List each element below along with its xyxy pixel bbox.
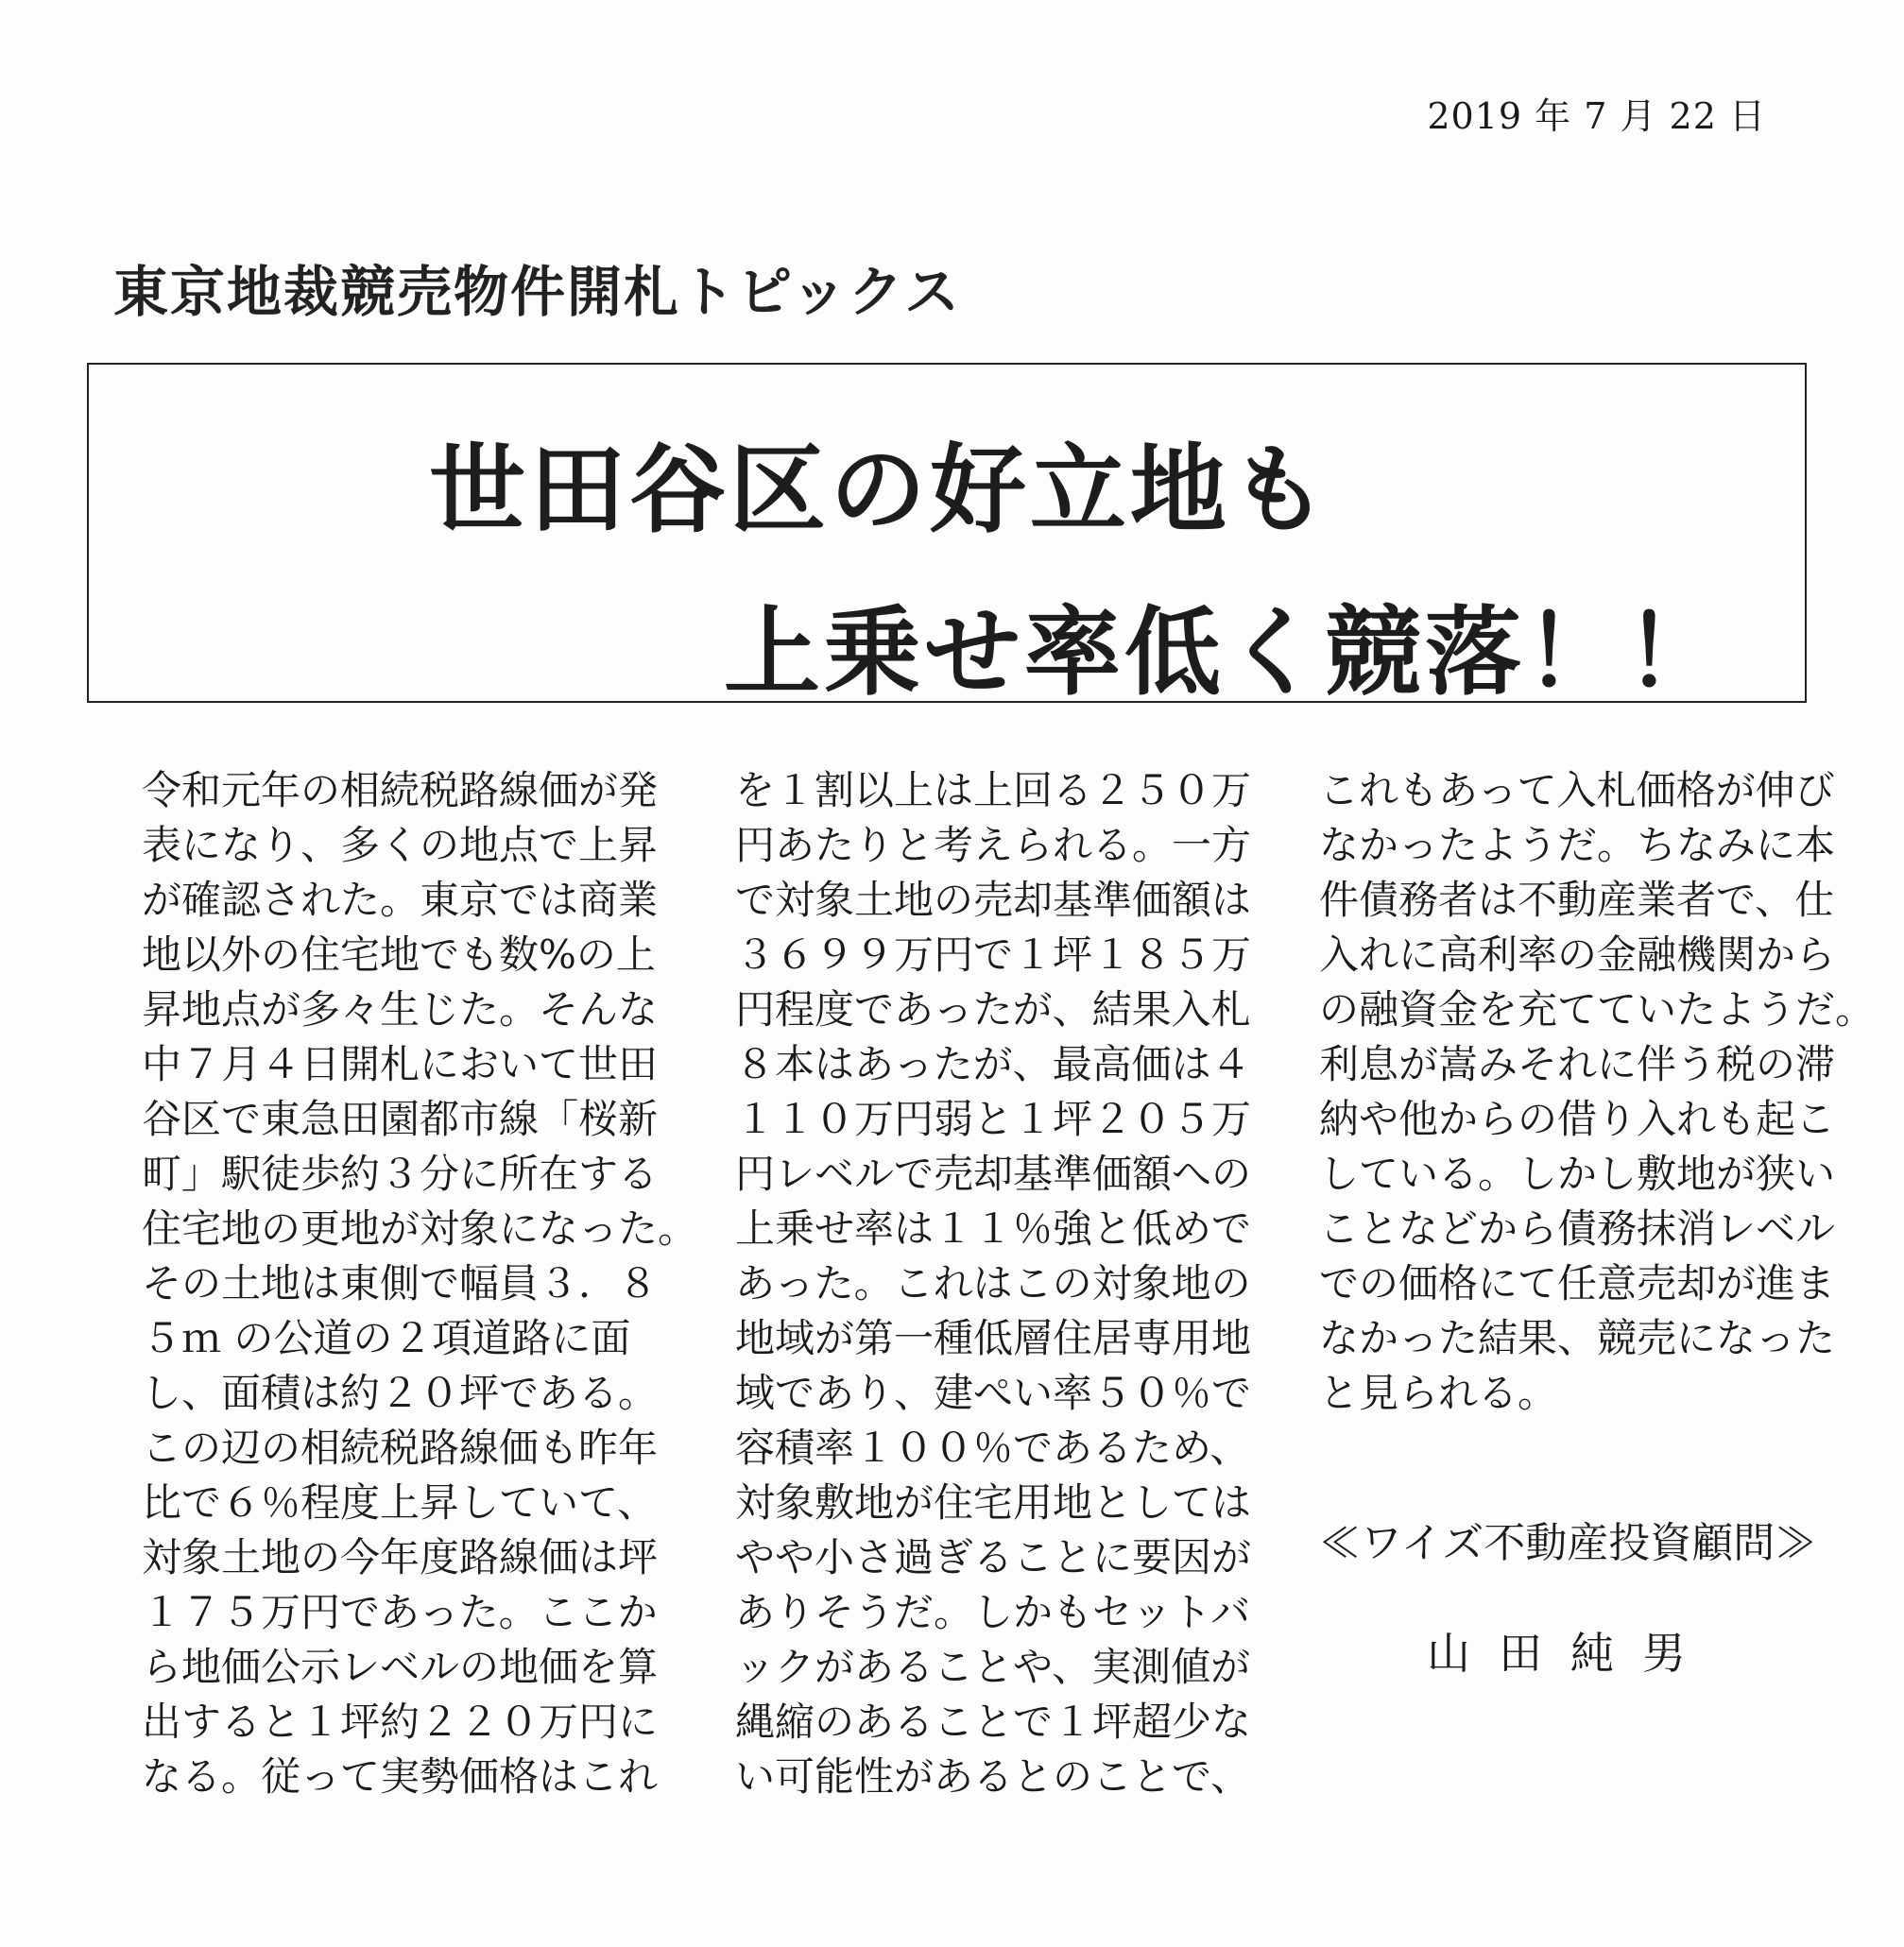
- section-title: 東京地裁競売物件開札トピックス: [113, 260, 962, 324]
- article-text-line: 表になり、多くの地点で上昇: [142, 822, 659, 868]
- article-text-line: 件債務者は不動産業者で、仕: [1319, 877, 1835, 923]
- article-text-line: ３６９９万円で１坪１８５万: [735, 931, 1252, 978]
- author-name: 山田純男: [1427, 1628, 1714, 1679]
- article-text-line: い可能性があるとのことで、: [735, 1753, 1251, 1800]
- article-text-line: ら地価公示レベルの地価を算: [142, 1644, 659, 1690]
- article-text-line: その土地は東側で幅員３．８: [142, 1260, 659, 1307]
- article-text-line: 地域が第一種低層住居専用地: [735, 1315, 1252, 1361]
- article-text-line: 上乗せ率は１１％強と低めで: [735, 1205, 1252, 1252]
- article-text-line: これもあって入札価格が伸び: [1319, 767, 1835, 813]
- article-text-line: ことなどから債務抹消レベル: [1319, 1205, 1836, 1252]
- article-text-line: 域であり、建ぺい率５０％で: [735, 1370, 1252, 1416]
- article-text-line: と見られる。: [1319, 1370, 1558, 1416]
- organization-name: ≪ワイズ不動産投資顧問≫: [1319, 1519, 1817, 1567]
- article-text-line: での価格にて任意売却が進ま: [1319, 1260, 1836, 1307]
- article-text-line: 出すると１坪約２２０万円に: [142, 1699, 659, 1745]
- article-text-line: 比で６％程度上昇していて、: [142, 1479, 658, 1526]
- article-text-line: 対象敷地が住宅用地としては: [735, 1479, 1252, 1526]
- article-text-line: あった。これはこの対象地の: [735, 1260, 1251, 1307]
- headline-line-2: 上乗せ率低く競落！！: [724, 597, 1725, 709]
- article-text-line: ５ｍ の公道の２項道路に面: [142, 1315, 631, 1361]
- article-text-line: 令和元年の相続税路線価が発: [142, 767, 659, 813]
- article-text-line: の融資金を充てていたようだ。: [1319, 986, 1876, 1033]
- article-text-line: 対象土地の今年度路線価は坪: [142, 1534, 659, 1580]
- article-date: 2019 年 7 月 22 日: [1427, 95, 1766, 137]
- article-text-line: やや小さ過ぎることに要因が: [735, 1534, 1252, 1580]
- article-text-line: 円あたりと考えられる。一方: [735, 822, 1252, 868]
- article-text-line: 地以外の住宅地でも数%の上: [142, 931, 656, 978]
- article-text-line: し、面積は約２０坪である。: [142, 1370, 659, 1416]
- article-text-line: 円程度であったが、結果入札: [735, 986, 1251, 1033]
- article-text-line: ックがあることや、実測値が: [735, 1644, 1251, 1690]
- article-column-3: [1319, 763, 1876, 1421]
- article-text-line: 縄縮のあることで１坪超少な: [735, 1699, 1252, 1745]
- headline-line-1: 世田谷区の好立地も: [429, 435, 1330, 547]
- article-text-line: この辺の相続税路線価も昨年: [142, 1425, 659, 1471]
- article-column-1: [142, 763, 698, 1804]
- article-text-line: なる。従って実勢価格はこれ: [142, 1753, 659, 1800]
- article-text-line: 昇地点が多々生じた。そんな: [142, 986, 659, 1033]
- article-text-line: を１割以上は上回る２５０万: [735, 767, 1252, 813]
- article-text-line: で対象土地の売却基準価額は: [735, 877, 1252, 923]
- article-text-line: ありそうだ。しかもセットバ: [735, 1589, 1251, 1635]
- article-text-line: 容積率１００％であるため、: [735, 1425, 1250, 1471]
- article-text-line: １１０万円弱と１坪２０５万: [735, 1096, 1252, 1142]
- article-text-line: なかったようだ。ちなみに本: [1319, 822, 1836, 868]
- article-column-2: [735, 763, 1252, 1804]
- article-text-line: 入れに高利率の金融機関から: [1319, 931, 1836, 978]
- article-text-line: 町」駅徒歩約３分に所在する: [142, 1151, 659, 1197]
- headline-box: [87, 363, 1807, 709]
- article-text-line: 円レベルで売却基準価額への: [735, 1151, 1252, 1197]
- article-text-line: ８本はあったが、最高価は４: [735, 1041, 1251, 1087]
- article-text-line: が確認された。東京では商業: [142, 877, 659, 923]
- article-text-line: 利息が嵩みそれに伴う税の滞: [1319, 1041, 1836, 1087]
- article-text-line: １７５万円であった。ここか: [142, 1589, 658, 1635]
- article-text-line: 中７月４日開札において世田: [142, 1041, 659, 1087]
- article-text-line: 住宅地の更地が対象になった。: [142, 1205, 698, 1252]
- article-text-line: 谷区で東急田園都市線「桜新: [142, 1096, 659, 1142]
- article-text-line: 納や他からの借り入れも起こ: [1319, 1096, 1836, 1142]
- article-text-line: なかった結果、競売になった: [1319, 1315, 1836, 1361]
- article-text-line: している。しかし敷地が狭い: [1319, 1151, 1836, 1197]
